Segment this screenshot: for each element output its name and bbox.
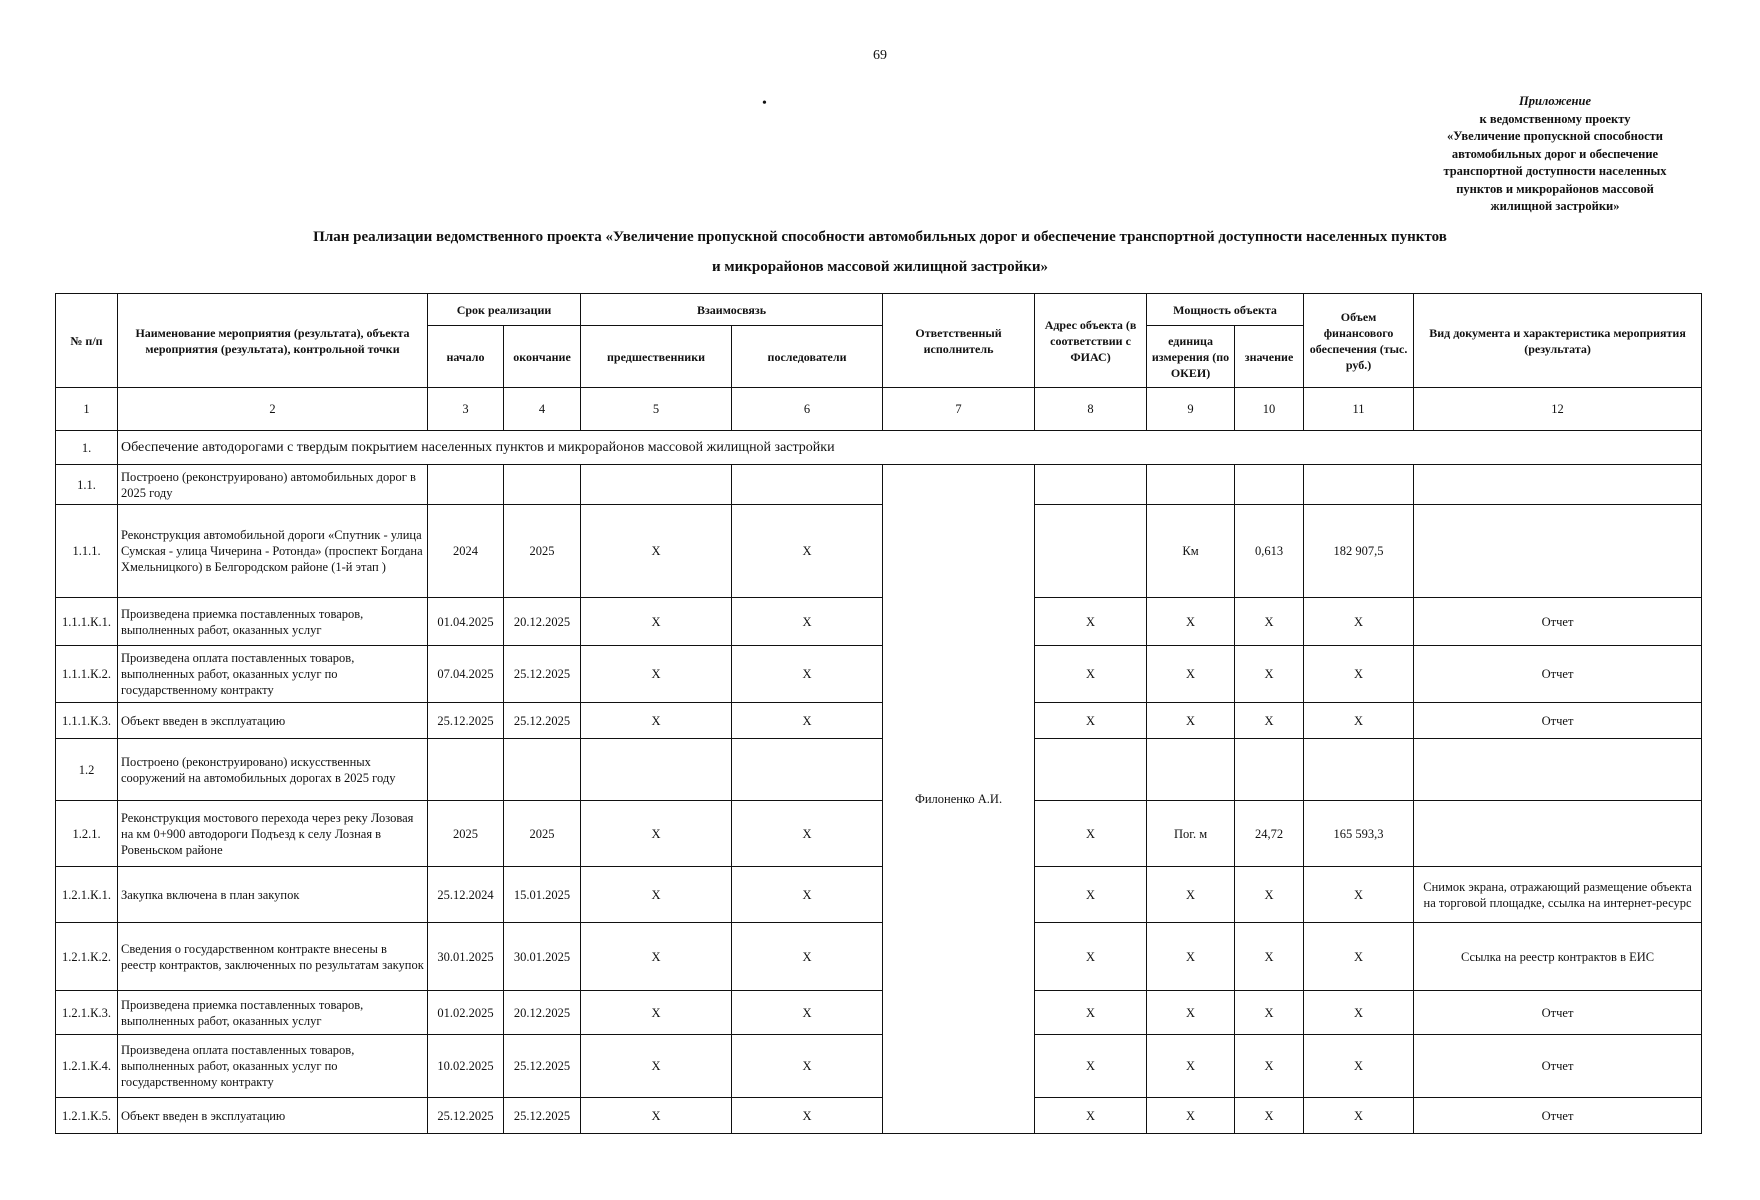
row-start-date: 01.04.2025 [428,598,504,646]
row-unit: X [1147,703,1235,739]
row-start-date [428,739,504,801]
document-title-line: и микрорайонов массовой жилищной застройки» [711,259,1049,275]
column-number: 6 [732,388,883,431]
row-predecessors: X [581,646,732,703]
row-funding: X [1304,646,1414,703]
row-doc-type: Снимок экрана, отражающий размещение объекта на торговой площадке, ссылка на интернет-ресурс [1414,867,1702,923]
row-predecessors: X [581,1035,732,1098]
row-address: X [1035,1098,1147,1134]
row-successors: X [732,801,883,867]
row-unit: X [1147,867,1235,923]
document-title-line: План реализации ведомственного проекта «Увеличение пропускной способности автомобильных дорог и обеспечение транспортной доступности населенных пунктов [313,229,1447,245]
column-number: 12 [1414,388,1702,431]
row-address: X [1035,646,1147,703]
table-row [56,598,1702,646]
appendix-line: автомобильных дорог и обеспечение [1451,146,1659,161]
row-unit: Км [1147,505,1235,598]
row-value [1235,739,1304,801]
row-start-date: 07.04.2025 [428,646,504,703]
row-value: 24,72 [1235,801,1304,867]
row-funding: X [1304,867,1414,923]
row-predecessors [581,739,732,801]
row-end-date: 30.01.2025 [504,923,581,991]
row-doc-type: Отчет [1414,1035,1702,1098]
row-unit: X [1147,646,1235,703]
row-funding [1304,465,1414,505]
row-predecessors: X [581,923,732,991]
row-executor: Филоненко А.И. [883,465,1035,1134]
table-row [56,923,1702,991]
table-row [56,646,1702,703]
row-predecessors [581,465,732,505]
row-funding: X [1304,598,1414,646]
row-successors: X [732,867,883,923]
row-funding: X [1304,991,1414,1035]
row-number: 1.2.1.К.2. [56,923,118,991]
row-number: 1.2.1.К.4. [56,1035,118,1098]
header-start: начало [428,326,504,388]
appendix-line: пунктов и микрорайонов массовой [1456,181,1654,196]
row-doc-type: Отчет [1414,646,1702,703]
row-end-date: 2025 [504,801,581,867]
document-title [220,222,1540,282]
row-start-date: 2024 [428,505,504,598]
row-value: X [1235,703,1304,739]
header-num: № п/п [56,294,118,388]
table-row [56,703,1702,739]
row-start-date: 25.12.2024 [428,867,504,923]
row-unit: Пог. м [1147,801,1235,867]
row-funding: 182 907,5 [1304,505,1414,598]
column-number: 5 [581,388,732,431]
section-title: Обеспечение автодорогами с твердым покрытием населенных пунктов и микрорайонов массовой жилищной застройки [118,431,1702,465]
header-value: значение [1235,326,1304,388]
row-end-date: 20.12.2025 [504,598,581,646]
row-end-date: 15.01.2025 [504,867,581,923]
header-unit: единица измерения (по ОКЕИ) [1147,326,1235,388]
row-address: X [1035,867,1147,923]
header-relation: Взаимосвязь [581,294,883,326]
column-number: 9 [1147,388,1235,431]
row-predecessors: X [581,703,732,739]
row-doc-type [1414,801,1702,867]
row-end-date: 25.12.2025 [504,703,581,739]
row-name: Реконструкция мостового перехода через реку Лозовая на км 0+900 автодороги Подъезд к селу Лозная в Ровеньском районе [118,801,428,867]
row-unit: X [1147,923,1235,991]
row-funding [1304,739,1414,801]
row-unit: X [1147,1035,1235,1098]
table-row [56,991,1702,1035]
row-number: 1.2.1.К.3. [56,991,118,1035]
table-row [56,801,1702,867]
row-doc-type: Ссылка на реестр контрактов в ЕИС [1414,923,1702,991]
row-number: 1.2 [56,739,118,801]
appendix-line: транспортной доступности населенных [1443,164,1667,178]
row-unit: X [1147,1098,1235,1134]
column-number: 8 [1035,388,1147,431]
column-number: 3 [428,388,504,431]
row-number: 1.2.1.К.1. [56,867,118,923]
row-address: X [1035,1035,1147,1098]
header-funding: Объем финансового обеспечения (тыс. руб.) [1304,294,1414,388]
row-value: 0,613 [1235,505,1304,598]
row-successors: X [732,1098,883,1134]
row-start-date [428,465,504,505]
row-successors [732,739,883,801]
row-predecessors: X [581,598,732,646]
row-value: X [1235,1098,1304,1134]
table-row [56,1098,1702,1134]
row-unit [1147,739,1235,801]
row-address [1035,739,1147,801]
row-predecessors: X [581,1098,732,1134]
row-doc-type [1414,505,1702,598]
header-predecessors: предшественники [581,326,732,388]
row-number: 1.2.1. [56,801,118,867]
table-row [56,505,1702,598]
header-end: окончание [504,326,581,388]
row-predecessors: X [581,801,732,867]
section-number: 1. [56,431,118,465]
row-address: X [1035,923,1147,991]
row-name: Произведена приемка поставленных товаров, выполненных работ, оказанных услуг [118,991,428,1035]
row-end-date: 25.12.2025 [504,646,581,703]
row-name: Произведена оплата поставленных товаров, выполненных работ, оказанных услуг по государственному контракту [118,1035,428,1098]
row-name: Сведения о государственном контракте внесены в реестр контрактов, заключенных по результатам закупок [118,923,428,991]
row-end-date: 25.12.2025 [504,1035,581,1098]
row-start-date: 25.12.2025 [428,1098,504,1134]
row-predecessors: X [581,505,732,598]
row-address [1035,505,1147,598]
row-start-date: 25.12.2025 [428,703,504,739]
row-successors: X [732,598,883,646]
stray-dot: • [762,96,767,111]
header-doc-type: Вид документа и характеристика мероприятия (результата) [1414,294,1702,388]
row-doc-type: Отчет [1414,1098,1702,1134]
row-value: X [1235,1035,1304,1098]
row-successors: X [732,505,883,598]
row-successors: X [732,1035,883,1098]
row-start-date: 10.02.2025 [428,1035,504,1098]
row-successors: X [732,991,883,1035]
row-funding: X [1304,923,1414,991]
row-value: X [1235,598,1304,646]
row-funding: 165 593,3 [1304,801,1414,867]
row-successors: X [732,646,883,703]
column-number: 2 [118,388,428,431]
header-name: Наименование мероприятия (результата), объекта мероприятия (результата), контрольной точки [118,294,428,388]
row-predecessors: X [581,867,732,923]
row-end-date: 20.12.2025 [504,991,581,1035]
row-funding: X [1304,703,1414,739]
column-number: 1 [56,388,118,431]
row-number: 1.2.1.К.5. [56,1098,118,1134]
table-row [56,1035,1702,1098]
row-doc-type: Отчет [1414,991,1702,1035]
appendix-block [1424,93,1686,216]
row-name: Объект введен в эксплуатацию [118,1098,428,1134]
row-name: Построено (реконструировано) автомобильных дорог в 2025 году [118,465,428,505]
row-value [1235,465,1304,505]
row-unit: X [1147,598,1235,646]
row-address [1035,465,1147,505]
row-end-date: 2025 [504,505,581,598]
row-end-date [504,465,581,505]
row-successors: X [732,923,883,991]
row-unit: X [1147,991,1235,1035]
header-executor: Ответственный исполнитель [883,294,1035,388]
row-name: Произведена приемка поставленных товаров, выполненных работ, оказанных услуг [118,598,428,646]
row-predecessors: X [581,991,732,1035]
appendix-line: к ведомственному проекту [1479,111,1631,126]
row-number: 1.1.1.К.3. [56,703,118,739]
column-number: 10 [1235,388,1304,431]
table-row [56,739,1702,801]
row-start-date: 30.01.2025 [428,923,504,991]
appendix-title: Приложение [1518,94,1591,108]
row-name: Построено (реконструировано) искусственных сооружений на автомобильных дорогах в 2025 году [118,739,428,801]
row-address: X [1035,991,1147,1035]
row-number: 1.1.1.К.2. [56,646,118,703]
row-funding: X [1304,1035,1414,1098]
column-number: 4 [504,388,581,431]
appendix-line: жилищной застройки» [1490,199,1620,213]
row-address: X [1035,598,1147,646]
row-end-date [504,739,581,801]
row-doc-type: Отчет [1414,598,1702,646]
table-row [56,867,1702,923]
row-name: Объект введен в эксплуатацию [118,703,428,739]
row-name: Реконструкция автомобильной дороги «Спутник - улица Сумская - улица Чичерина - Ротонда» (проспект Богдана Хмельницкого) в Белгородском районе (1-й этап ) [118,505,428,598]
row-funding: X [1304,1098,1414,1134]
row-address: X [1035,801,1147,867]
row-unit [1147,465,1235,505]
row-value: X [1235,867,1304,923]
row-name: Произведена оплата поставленных товаров, выполненных работ, оказанных услуг по государственному контракту [118,646,428,703]
plan-table [55,293,1702,1134]
header-period: Срок реализации [428,294,581,326]
row-successors: X [732,703,883,739]
row-name: Закупка включена в план закупок [118,867,428,923]
row-doc-type [1414,739,1702,801]
column-number: 7 [883,388,1035,431]
header-capacity: Мощность объекта [1147,294,1304,326]
row-value: X [1235,991,1304,1035]
row-start-date: 01.02.2025 [428,991,504,1035]
row-value: X [1235,646,1304,703]
row-number: 1.1.1. [56,505,118,598]
row-doc-type [1414,465,1702,505]
table-row [56,465,1702,505]
header-successors: последователи [732,326,883,388]
row-successors [732,465,883,505]
row-doc-type: Отчет [1414,703,1702,739]
page-number: 69 [873,48,887,63]
row-end-date: 25.12.2025 [504,1098,581,1134]
row-start-date: 2025 [428,801,504,867]
appendix-line: «Увеличение пропускной способности [1447,129,1663,143]
column-number: 11 [1304,388,1414,431]
row-value: X [1235,923,1304,991]
row-address: X [1035,703,1147,739]
row-number: 1.1.1.К.1. [56,598,118,646]
row-number: 1.1. [56,465,118,505]
header-address: Адрес объекта (в соответствии с ФИАС) [1035,294,1147,388]
